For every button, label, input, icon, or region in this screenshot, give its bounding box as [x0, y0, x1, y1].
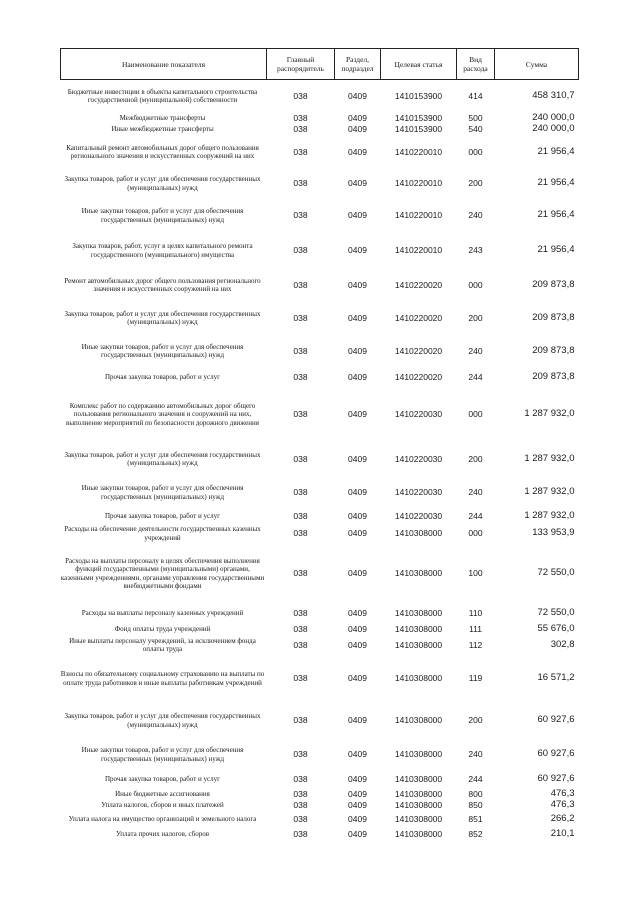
cell-admin: 038: [293, 371, 308, 382]
cell-target: 1410220030: [394, 511, 443, 522]
cell-target: 1410220010: [394, 210, 443, 221]
cell-section: 0409: [348, 528, 367, 539]
cell-admin: 038: [293, 91, 308, 102]
table-row: [61, 636, 579, 655]
cell-sum: 240 000,0: [532, 111, 575, 123]
cell-target: 1410220010: [394, 245, 443, 256]
cell-section: 0409: [348, 124, 367, 135]
table-row: [61, 524, 579, 544]
cell-admin: 038: [293, 800, 308, 811]
cell-admin: 038: [293, 715, 308, 726]
cell-name: Взносы по обязательному социальному страхованию на выплаты по оплате труда работников и иные выплаты работникам учреждений: [60, 670, 265, 687]
cell-sum: 16 571,2: [537, 672, 575, 684]
cell-type: 000: [468, 528, 483, 539]
cell-type: 800: [468, 788, 483, 799]
cell-target: 1410308000: [394, 749, 443, 760]
cell-sum: 60 927,6: [537, 773, 575, 785]
cell-target: 1410220030: [394, 409, 443, 420]
cell-section: 0409: [348, 312, 367, 323]
cell-sum: 1 287 932,0: [524, 408, 575, 420]
cell-name: Иные закупки товаров, работ и услуг для обеспечения государственных (муниципальных) нужд: [81, 207, 244, 224]
table-row: [61, 827, 579, 842]
cell-name: Иные закупки товаров, работ и услуг для обеспечения государственных (муниципальных) нужд: [81, 342, 244, 359]
cell-type: 000: [468, 279, 483, 290]
cell-name: Закупка товаров, работ и услуг для обеспечения государственных (муниципальных) нужд: [64, 450, 261, 467]
cell-section: 0409: [348, 828, 367, 839]
cell-type: 200: [468, 178, 483, 189]
cell-section: 0409: [348, 511, 367, 522]
cell-sum: 458 310,7: [532, 90, 575, 102]
cell-admin: 038: [293, 312, 308, 323]
cell-section: 0409: [348, 749, 367, 760]
cell-target: 1410308000: [394, 788, 443, 799]
table-row: [61, 169, 579, 199]
table-row: [61, 124, 579, 136]
cell-target: 1410220030: [394, 487, 443, 498]
table-row: [61, 604, 579, 623]
table-row: [61, 623, 579, 636]
cell-section: 0409: [348, 774, 367, 785]
cell-admin: 038: [293, 607, 308, 618]
cell-section: 0409: [348, 800, 367, 811]
cell-name: Бюджетные инвестиции в объекты капитального строительства государственной (муниципальной) собственности: [67, 87, 258, 105]
cell-type: 240: [468, 210, 483, 221]
cell-target: 1410308000: [394, 568, 443, 579]
budget-document-page: [60, 48, 578, 842]
cell-name: Расходы на выплаты персоналу казенных учреждений: [81, 608, 244, 617]
cell-section: 0409: [348, 279, 367, 290]
cell-target: 1410308000: [394, 800, 443, 811]
cell-admin: 038: [293, 623, 308, 634]
cell-name: Фонд оплаты труда учреждений: [114, 624, 211, 633]
cell-type: 200: [468, 715, 483, 726]
cell-section: 0409: [348, 146, 367, 157]
cell-name: Закупка товаров, работ и услуг для обеспечения государственных (муниципальных) нужд: [64, 712, 261, 729]
cell-admin: 038: [293, 639, 308, 650]
cell-section: 0409: [348, 112, 367, 123]
table-row: [61, 739, 579, 771]
cell-name: Капитальный ремонт автомобильных дорог общего пользования регионального значения и искусственных сооружений на них: [66, 143, 259, 160]
cell-type: 851: [468, 813, 483, 824]
cell-type: 244: [468, 774, 483, 785]
cell-type: 244: [468, 371, 483, 382]
cell-sum: 60 927,6: [537, 714, 575, 726]
cell-target: 1410220020: [394, 312, 443, 323]
cell-sum: 209 873,8: [532, 278, 575, 290]
table-row: [61, 544, 579, 604]
header-section: Раздел, подраздел: [335, 49, 381, 80]
cell-sum: 476,3: [550, 787, 575, 799]
cell-target: 1410308000: [394, 813, 443, 824]
table-row: [61, 335, 579, 368]
cell-name: Расходы на выплаты персоналу в целях обеспечения выполнения функций государственными (муниципальными) органами, казенными учреждениями, органами управления государственными внебюджетными фондами: [60, 556, 265, 590]
cell-section: 0409: [348, 715, 367, 726]
cell-name: Уплата прочих налогов, сборов: [115, 829, 210, 838]
cell-type: 000: [468, 409, 483, 420]
table-row: [61, 302, 579, 335]
cell-type: 240: [468, 487, 483, 498]
cell-type: 540: [468, 124, 483, 135]
cell-type: 500: [468, 112, 483, 123]
header-sum: Сумма: [495, 49, 579, 80]
cell-admin: 038: [293, 210, 308, 221]
cell-name: Комплекс работ по содержанию автомобильных дорог общего пользования регионального значения и сооружений на них, выполнение мероприятий по безопасности дорожного движения: [66, 401, 259, 427]
header-type: Вид расхода: [457, 49, 495, 80]
cell-sum: 302,8: [550, 638, 575, 650]
cell-target: 1410308000: [394, 828, 443, 839]
cell-target: 1410308000: [394, 607, 443, 618]
cell-target: 1410153900: [394, 112, 443, 123]
cell-section: 0409: [348, 639, 367, 650]
cell-name: Межбюджетные трансферты: [119, 113, 206, 122]
cell-type: 852: [468, 828, 483, 839]
cell-type: 119: [468, 673, 483, 684]
cell-section: 0409: [348, 245, 367, 256]
cell-sum: 240 000,0: [532, 123, 575, 135]
table-row: [61, 113, 579, 124]
cell-section: 0409: [348, 178, 367, 189]
cell-type: 200: [468, 453, 483, 464]
cell-section: 0409: [348, 91, 367, 102]
table-row: [61, 368, 579, 387]
table-row: [61, 476, 579, 510]
cell-admin: 038: [293, 453, 308, 464]
cell-type: 200: [468, 312, 483, 323]
cell-sum: 21 956,4: [537, 145, 575, 157]
table-row: [61, 233, 579, 269]
cell-target: 1410220010: [394, 146, 443, 157]
cell-target: 1410308000: [394, 623, 443, 634]
cell-section: 0409: [348, 210, 367, 221]
cell-admin: 038: [293, 112, 308, 123]
cell-sum: 266,2: [550, 812, 575, 824]
cell-type: 850: [468, 800, 483, 811]
cell-target: 1410308000: [394, 774, 443, 785]
cell-type: 112: [468, 639, 483, 650]
table-body: [61, 80, 579, 842]
cell-admin: 038: [293, 568, 308, 579]
cell-admin: 038: [293, 774, 308, 785]
cell-sum: 209 873,8: [532, 344, 575, 356]
cell-sum: 21 956,4: [537, 244, 575, 256]
cell-type: 240: [468, 345, 483, 356]
table-row: [61, 800, 579, 812]
cell-sum: 21 956,4: [537, 209, 575, 221]
cell-name: Закупка товаров, работ, услуг в целях капитального ремонта государственного (муниципального) имущества: [72, 242, 253, 259]
cell-name: Закупка товаров, работ и услуг для обеспечения государственных (муниципальных) нужд: [64, 175, 261, 192]
table-row: [61, 703, 579, 739]
cell-target: 1410220020: [394, 279, 443, 290]
cell-admin: 038: [293, 409, 308, 420]
cell-type: 100: [468, 568, 483, 579]
cell-target: 1410308000: [394, 673, 443, 684]
table-header: [61, 49, 579, 80]
cell-admin: 038: [293, 178, 308, 189]
cell-name: Иные закупки товаров, работ и услуг для обеспечения государственных (муниципальных) нужд: [81, 484, 244, 501]
cell-section: 0409: [348, 409, 367, 420]
table-row: [61, 387, 579, 443]
cell-sum: 1 287 932,0: [524, 452, 575, 464]
cell-name: Закупка товаров, работ и услуг для обеспечения государственных (муниципальных) нужд: [64, 309, 261, 326]
cell-target: 1410153900: [394, 124, 443, 135]
cell-type: 110: [468, 607, 483, 618]
cell-section: 0409: [348, 788, 367, 799]
cell-sum: 72 550,0: [537, 567, 575, 579]
header-name: Наименование показателя: [61, 49, 267, 80]
cell-name: Иные бюджетные ассигнования: [115, 789, 210, 798]
cell-section: 0409: [348, 453, 367, 464]
cell-section: 0409: [348, 673, 367, 684]
cell-admin: 038: [293, 511, 308, 522]
cell-admin: 038: [293, 528, 308, 539]
cell-name: Уплата налогов, сборов и иных платежей: [101, 801, 224, 810]
cell-sum: 60 927,6: [537, 748, 575, 760]
header-admin: Главный распорядитель: [267, 49, 335, 80]
cell-admin: 038: [293, 828, 308, 839]
cell-type: 414: [468, 91, 483, 102]
cell-type: 111: [469, 623, 482, 634]
cell-name: Прочая закупка товаров, работ и услуг: [105, 372, 220, 381]
cell-type: 000: [468, 146, 483, 157]
table-row: [61, 655, 579, 703]
cell-target: 1410220020: [394, 345, 443, 356]
table-row: [61, 199, 579, 233]
cell-admin: 038: [293, 345, 308, 356]
cell-name: Ремонт автомобильных дорог общего пользования регионального значения и искусственных сооружений на них: [64, 276, 261, 293]
cell-name: Прочая закупка товаров, работ и услуг: [105, 775, 220, 784]
cell-admin: 038: [293, 673, 308, 684]
cell-admin: 038: [293, 245, 308, 256]
cell-section: 0409: [348, 813, 367, 824]
table-row: [61, 510, 579, 524]
cell-sum: 21 956,4: [537, 177, 575, 189]
cell-name: Уплата налога на имущество организаций и земельного налога: [68, 814, 257, 823]
cell-admin: 038: [293, 813, 308, 824]
cell-admin: 038: [293, 487, 308, 498]
cell-sum: 209 873,8: [532, 370, 575, 382]
cell-target: 1410308000: [394, 639, 443, 650]
cell-target: 1410308000: [394, 715, 443, 726]
cell-sum: 55 676,0: [537, 622, 575, 634]
cell-name: Иные выплаты персоналу учреждений, за исключением фонда оплаты труда: [69, 636, 256, 653]
cell-admin: 038: [293, 146, 308, 157]
table-row: [61, 812, 579, 827]
cell-target: 1410220030: [394, 453, 443, 464]
cell-name: Иные закупки товаров, работ и услуг для обеспечения государственных (муниципальных) нужд: [81, 746, 244, 763]
cell-admin: 038: [293, 279, 308, 290]
cell-admin: 038: [293, 788, 308, 799]
table-row: [61, 80, 579, 113]
table-row: [61, 789, 579, 800]
cell-name: Иные межбюджетные трансферты: [111, 125, 214, 134]
cell-sum: 72 550,0: [537, 606, 575, 618]
cell-target: 1410220010: [394, 178, 443, 189]
cell-section: 0409: [348, 607, 367, 618]
cell-sum: 1 287 932,0: [524, 486, 575, 498]
cell-admin: 038: [293, 124, 308, 135]
cell-section: 0409: [348, 623, 367, 634]
cell-sum: 1 287 932,0: [524, 510, 575, 522]
cell-name: Расходы на обеспечение деятельности государственных казенных учреждений: [64, 525, 261, 542]
cell-sum: 210,1: [550, 827, 575, 839]
cell-target: 1410153900: [394, 91, 443, 102]
cell-admin: 038: [293, 749, 308, 760]
cell-type: 243: [468, 245, 483, 256]
cell-target: 1410220020: [394, 371, 443, 382]
cell-section: 0409: [348, 345, 367, 356]
cell-sum: 133 953,9: [532, 527, 575, 539]
cell-section: 0409: [348, 568, 367, 579]
table-row: [61, 269, 579, 302]
cell-target: 1410308000: [394, 528, 443, 539]
cell-type: 240: [468, 749, 483, 760]
cell-section: 0409: [348, 487, 367, 498]
table-row: [61, 443, 579, 476]
budget-table: [60, 48, 579, 842]
cell-name: Прочая закупка товаров, работ и услуг: [105, 512, 220, 521]
cell-type: 244: [468, 511, 483, 522]
header-target: Целевая статья: [381, 49, 457, 80]
table-row: [61, 771, 579, 789]
cell-sum: 209 873,8: [532, 311, 575, 323]
cell-section: 0409: [348, 371, 367, 382]
table-row: [61, 136, 579, 169]
cell-sum: 476,3: [550, 799, 575, 811]
